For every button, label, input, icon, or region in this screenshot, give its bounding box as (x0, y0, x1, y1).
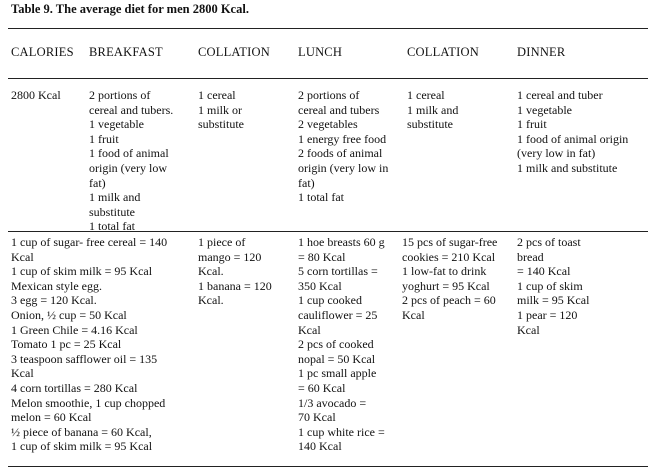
cell-line: Kcal. (198, 293, 224, 308)
row2-breakfast (11, 235, 184, 454)
cell-line: Melon smoothie, 1 cup chopped (11, 395, 166, 410)
cell-line: ½ piece of banana = 60 Kcal, (11, 424, 152, 439)
cell-line: 1 cup white rice = (298, 424, 385, 439)
cell-line: 5 corn tortillas = (298, 264, 378, 279)
table-bottom-rule (8, 466, 648, 467)
cell-line: 1 food of animal origin (517, 131, 629, 146)
row2-collation-1 (198, 235, 286, 308)
cell-line: fat) (298, 175, 315, 190)
cell-line: 2 pcs of toast (517, 235, 581, 249)
cell-line: 1 energy free food (298, 131, 387, 146)
cell-line: 1 cereal (198, 88, 236, 102)
cell-line: Kcal (298, 322, 321, 337)
cell-line: 4 corn tortillas = 280 Kcal (11, 380, 138, 395)
cell-line: 1 cereal and tuber (517, 88, 603, 102)
cell-line: substitute (198, 117, 245, 132)
cell-line: 1 low-fat to drink (402, 264, 487, 279)
row2-collation-2 (402, 235, 506, 323)
cell-line: 1 vegetable (89, 117, 144, 132)
cell-line: 1 pear = 120 (517, 307, 578, 322)
cell-line: 2 foods of animal (298, 146, 383, 161)
cell-line: 1 total fat (89, 219, 135, 234)
cell-line: Kcal. (198, 264, 224, 279)
header-bottom-rule (8, 78, 648, 79)
row1-breakfast (89, 88, 184, 234)
cell-line: 2 pcs of cooked (298, 337, 374, 352)
cell-line: 1 vegetable (517, 102, 572, 117)
cell-line: 1 cup cooked (298, 293, 362, 308)
cell-line: 1 fruit (517, 117, 547, 132)
cell-line: 1 pc small apple (298, 366, 377, 381)
cell-line: 15 pcs of sugar-free (402, 235, 498, 249)
cell-line: 1 milk and substitute (517, 160, 618, 175)
cell-line: substitute (407, 117, 454, 132)
cell-line: 1 milk or (198, 102, 242, 117)
cell-line: Kcal (11, 366, 34, 381)
cell-line: = 140 Kcal (517, 264, 571, 279)
cell-line: Tomato 1 pc = 25 Kcal (11, 337, 122, 352)
cell-line: 3 teaspoon safflower oil = 135 (11, 351, 158, 366)
cell-line: 70 Kcal (298, 410, 336, 425)
cell-line: mango = 120 (198, 249, 262, 264)
cell-line: Kcal (402, 307, 425, 322)
cell-line: (very low in fat) (517, 146, 596, 161)
cell-line: Kcal (11, 249, 34, 264)
cell-line: 1 piece of (198, 235, 246, 249)
header-lunch: LUNCH (298, 45, 343, 59)
table-title: Table 9. The average diet for men 2800 Kcal. (11, 2, 249, 16)
cell-line: 2800 Kcal (11, 88, 61, 102)
cell-line: 1 cereal (407, 88, 445, 102)
cell-line: 1 cup of skim milk = 95 Kcal (11, 264, 153, 279)
table-top-rule (8, 28, 648, 29)
cell-line: origin (very low (89, 160, 167, 175)
cell-line: 1/3 avocado = (298, 395, 367, 410)
cell-line: Kcal (517, 322, 540, 337)
cell-line: 1 cup of sugar- free cereal = 140 (11, 235, 168, 249)
row1-calories (11, 88, 81, 103)
header-collation-2: COLLATION (407, 45, 479, 59)
cell-line: 1 cup of skim (517, 278, 583, 293)
cell-line: nopal = 50 Kcal (298, 351, 376, 366)
header-collation-1: COLLATION (198, 45, 270, 59)
cell-line: bread (517, 249, 544, 264)
cell-line: yoghurt = 95 Kcal (402, 278, 490, 293)
cell-line: 140 Kcal (298, 439, 342, 454)
cell-line: 350 Kcal (298, 278, 342, 293)
cell-line: cereal and tubers (298, 102, 380, 117)
cell-line: 1 hoe breasts 60 g (298, 235, 385, 249)
cell-line: cereal and tubers. (89, 102, 174, 117)
cell-line: 1 fruit (89, 131, 119, 146)
header-breakfast: BREAKFAST (89, 45, 163, 59)
cell-line: 2 pcs of peach = 60 (402, 293, 496, 308)
cell-line: = 80 Kcal (298, 249, 346, 264)
cell-line: milk = 95 Kcal (517, 293, 590, 308)
row1-collation-2 (407, 88, 502, 132)
cell-line: 1 Green Chile = 4.16 Kcal (11, 322, 138, 337)
cell-line: origin (very low in (298, 160, 389, 175)
cell-line: 2 portions of (298, 88, 360, 102)
cell-line: 1 banana = 120 (198, 278, 272, 293)
header-dinner: DINNER (517, 45, 566, 59)
cell-line: = 60 Kcal (298, 380, 346, 395)
cell-line: 1 milk and (89, 190, 141, 205)
cell-line: 1 milk and (407, 102, 459, 117)
row2-lunch (298, 235, 393, 454)
cell-line: substitute (89, 204, 136, 219)
cell-line: melon = 60 Kcal (11, 410, 92, 425)
cell-line: Onion, ½ cup = 50 Kcal (11, 307, 127, 322)
row2-dinner (517, 235, 601, 337)
cell-line: 1 cup of skim milk = 95 Kcal (11, 439, 153, 454)
cell-line: cookies = 210 Kcal (402, 249, 496, 264)
row1-lunch (298, 88, 393, 205)
cell-line: 1 food of animal (89, 146, 169, 161)
cell-line: 3 egg = 120 Kcal. (11, 293, 97, 308)
cell-line: 2 portions of (89, 88, 151, 102)
row1-dinner (517, 88, 647, 176)
cell-line: 2 vegetables (298, 117, 358, 132)
row1-collation-1 (198, 88, 286, 132)
cell-line: 1 total fat (298, 190, 344, 205)
cell-line: Mexican style egg. (11, 278, 102, 293)
cell-line: fat) (89, 175, 106, 190)
header-calories: CALORIES (11, 45, 74, 59)
cell-line: cauliflower = 25 (298, 307, 378, 322)
